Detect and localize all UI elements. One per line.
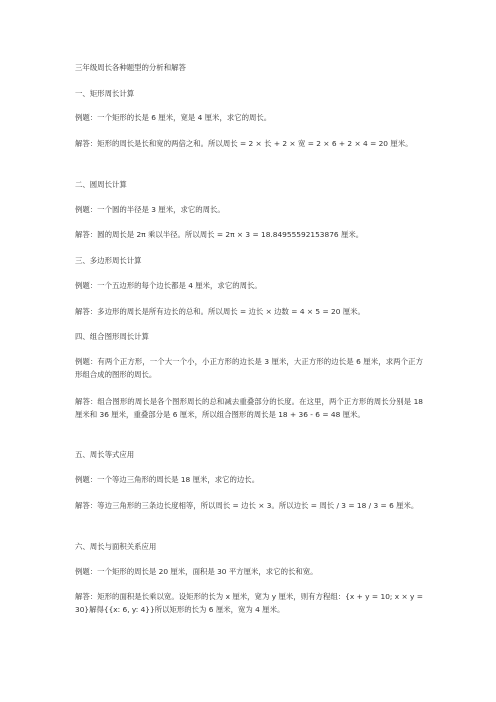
section-4-example: 例题：有两个正方形，一个大一个小，小正方形的边长是 3 厘米，大正方形的边长是 6 厘米，求两个正方形组合成的图形的周长。 (75, 357, 423, 380)
section-3-answer: 解答：多边形的周长是所有边长的总和。所以周长 = 边长 × 边数 = 4 × 5 = 20 厘米。 (75, 307, 365, 316)
section-2-example: 例题：一个圆的半径是 3 厘米，求它的周长。 (75, 205, 225, 214)
section-4-heading: 四、组合图形周长计算 (75, 332, 149, 341)
section-2-heading: 二、圆周长计算 (75, 180, 127, 189)
section-2-answer: 解答：圆的周长是 2π 乘以半径。所以周长 = 2π × 3 = 18.84955592153876 厘米。 (75, 230, 364, 239)
section-6-heading: 六、周长与面积关系应用 (75, 542, 157, 551)
section-3-example: 例题：一个五边形的每个边长都是 4 厘米，求它的周长。 (75, 281, 262, 290)
section-1-answer: 解答：矩形的周长是长和宽的两倍之和。所以周长 = 2 × 长 + 2 × 宽 = 2 × 6 + 2 × 4 = 20 厘米。 (75, 139, 413, 148)
section-6-answer: 解答：矩形的面积是长乘以宽。设矩形的长为 x 厘米，宽为 y 厘米，则有方程组：{x + y = 10; x × y = 30}解得{{x: 6, y: 4}}所以矩形的长为 6 厘米，宽为 4 厘米。 (75, 592, 423, 615)
section-5-example: 例题：一个等边三角形的周长是 18 厘米，求它的边长。 (75, 475, 260, 484)
section-5-heading: 五、周长等式应用 (75, 450, 135, 459)
section-3-heading: 三、多边形周长计算 (75, 256, 142, 265)
section-1-heading: 一、矩形周长计算 (75, 89, 135, 98)
section-4-answer: 解答：组合图形的周长是各个图形周长的总和减去重叠部分的长度。在这里，两个正方形的周长分别是 18 厘米和 36 厘米，重叠部分是 6 厘米，所以组合图形的周长是 18 + 36 - 6 = 48 厘米。 (75, 397, 423, 420)
section-1-example: 例题：一个矩形的长是 6 厘米，宽是 4 厘米，求它的周长。 (75, 113, 272, 122)
section-5-answer: 解答：等边三角形的三条边长度相等，所以周长 = 边长 × 3。所以边长 = 周长 / 3 = 18 / 3 = 6 厘米。 (75, 501, 419, 510)
document-title: 三年级周长各种题型的分析和解答 (75, 63, 186, 72)
section-6-example: 例题：一个矩形的周长是 20 厘米，面积是 30 平方厘米，求它的长和宽。 (75, 567, 318, 576)
